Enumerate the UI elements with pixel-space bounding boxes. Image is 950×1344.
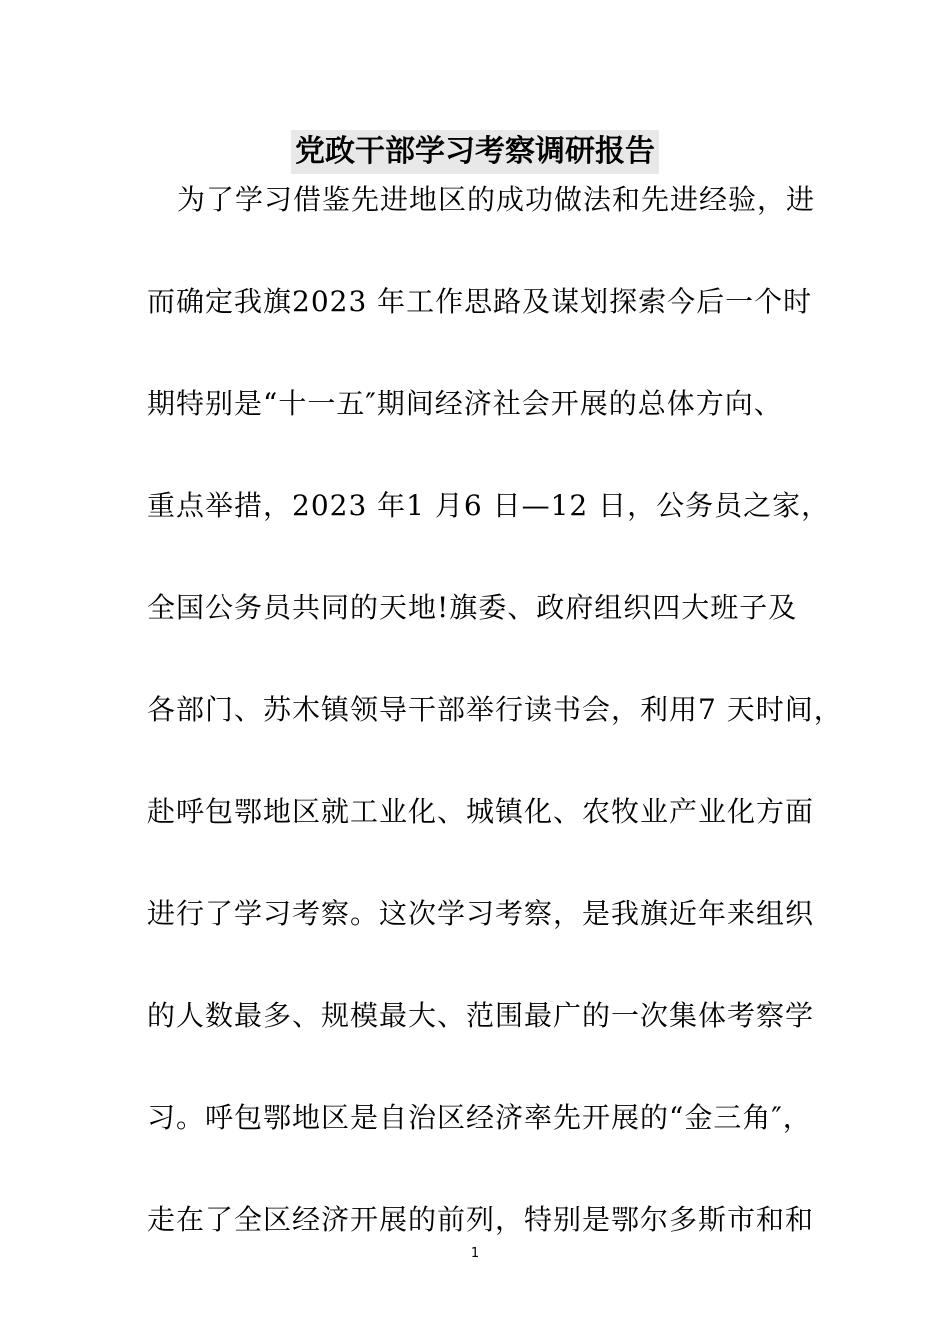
- page-number: 1: [470, 1246, 480, 1261]
- text-line: 赴呼包鄂地区就工业化、城镇化、农牧业产业化方面: [147, 795, 815, 828]
- text-line: 走在了全区经济开展的前列，特别是鄂尔多斯市和和: [147, 1203, 815, 1236]
- document-title: 党政干部学习考察调研报告: [291, 130, 659, 174]
- text-line: 的人数最多、规模最大、范围最广的一次集体考察学: [147, 999, 815, 1032]
- text-line: 期特别是“十一五″期间经济社会开展的总体方向、: [147, 387, 783, 420]
- text-line: 而确定我旗2023 年工作思路及谋划探索今后一个时: [147, 285, 813, 318]
- text-line: 习。呼包鄂地区是自治区经济率先开展的“金三角″，: [147, 1101, 812, 1134]
- text-line: 全国公务员共同的天地!旗委、政府组织四大班子及: [147, 591, 798, 624]
- text-line: 进行了学习考察。这次学习考察，是我旗近年来组织: [147, 897, 815, 930]
- text-line: 重点举措，2023 年1 月6 日—12 日，公务员之家，: [147, 489, 831, 522]
- title-container: [0, 130, 950, 174]
- text-line: 为了学习借鉴先进地区的成功做法和先进经验，进: [177, 183, 816, 216]
- text-line: 各部门、苏木镇领导干部举行读书会，利用7 天时间，: [147, 693, 843, 726]
- body-paragraph: [147, 178, 843, 1300]
